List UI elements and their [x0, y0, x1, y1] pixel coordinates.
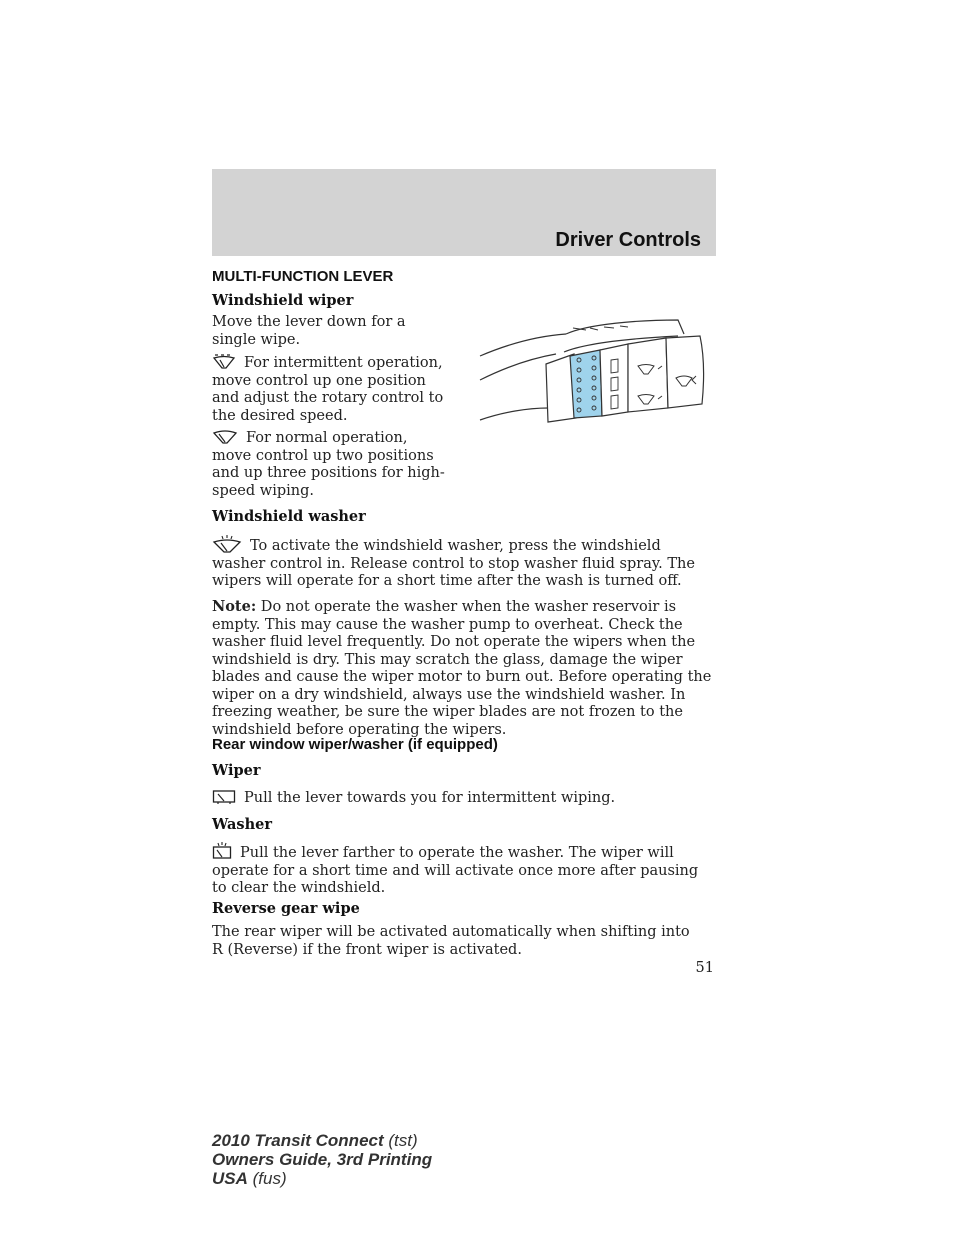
rear-wiper-text: Pull the lever towards you for intermittent wiping.	[244, 790, 616, 806]
note-label: Note:	[212, 598, 257, 615]
washer-para	[212, 535, 712, 591]
rear-wiper-para	[212, 789, 712, 808]
wiper-para-normal	[212, 429, 450, 500]
footer	[212, 1131, 432, 1188]
rear-washer-para	[212, 842, 712, 898]
header-band	[212, 169, 716, 256]
intermittent-wiper-icon	[212, 354, 236, 370]
footer-line-1	[212, 1131, 432, 1150]
rear-washer-icon	[212, 842, 232, 860]
rear-heading: Rear window wiper/washer (if equipped)	[212, 736, 498, 753]
washer-para-text: To activate the windshield washer, press the windshield washer control in. Release control to stop washer fluid spray. The wipers will operate for a short time after the wash is turned off.	[212, 538, 695, 589]
footer-market: USA	[212, 1169, 248, 1188]
washer-note	[212, 598, 718, 739]
footer-model: 2010 Transit Connect	[212, 1131, 384, 1150]
wiper-para-single: Move the lever down for a single wipe.	[212, 314, 406, 348]
wiper-para-intermittent-text: For intermittent operation, move control up one position and adjust the rotary control to the desired speed.	[212, 355, 444, 424]
note-text: Do not operate the washer when the washer reservoir is empty. This may cause the washer pump to overheat. Check the washer fluid level frequently. Do not operate the wipers when the windshield is dry. This may scratch the glass, damage the wiper blades and cause the wiper motor to burn out. Before operating the wiper on a dry windshield, always use the windshield washer. In freezing weather, be sure the wiper blades are not frozen to the windshield before operating the wipers.	[212, 599, 712, 738]
windshield-wiper-heading: Windshield wiper	[212, 292, 354, 309]
section-title: Driver Controls	[555, 229, 701, 251]
reverse-gear-para: The rear wiper will be activated automatically when shifting into R (Reverse) if the front wiper is activated.	[212, 924, 690, 958]
footer-market-code: (fus)	[247, 1169, 287, 1188]
main-heading: MULTI-FUNCTION LEVER	[212, 268, 394, 285]
rear-washer-heading: Washer	[212, 816, 272, 833]
footer-model-code: (tst)	[383, 1131, 418, 1150]
page-number: 51	[695, 960, 714, 976]
wiper-para-intermittent	[212, 354, 450, 425]
normal-wiper-icon	[212, 429, 238, 445]
reverse-gear-heading: Reverse gear wipe	[212, 900, 360, 917]
multi-function-lever-illustration	[478, 314, 710, 432]
wiper-para-normal-text: For normal operation, move control up two positions and up three positions for high-speed wiping.	[212, 430, 445, 499]
windshield-washer-icon	[212, 535, 242, 553]
rear-washer-text: Pull the lever farther to operate the washer. The wiper will operate for a short time and will activate once more after pausing to clear the windshield.	[212, 845, 699, 896]
windshield-washer-heading: Windshield washer	[212, 508, 366, 525]
footer-line-3	[212, 1169, 432, 1188]
rear-wiper-heading: Wiper	[212, 762, 261, 779]
footer-line-2: Owners Guide, 3rd Printing	[212, 1150, 433, 1169]
rear-wiper-icon	[212, 789, 236, 805]
